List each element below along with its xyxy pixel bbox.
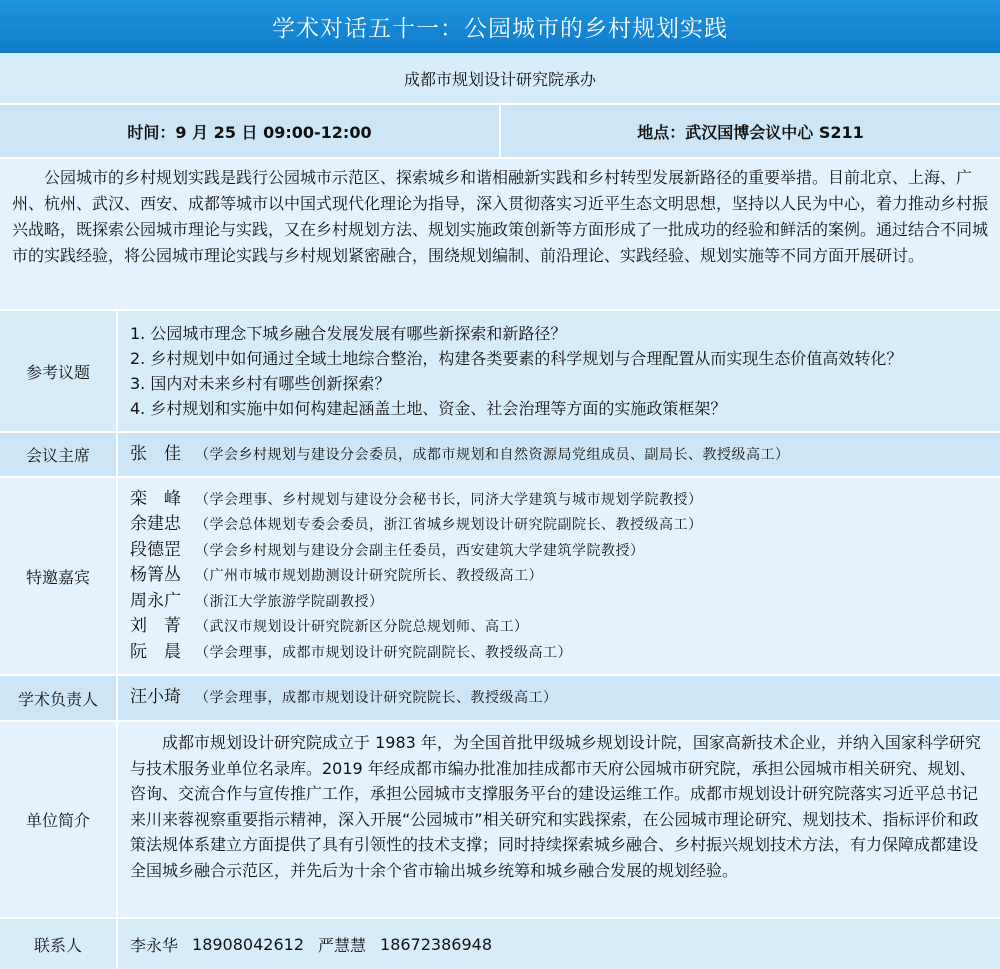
- topic-item: 2. 乡村规划中如何通过全域土地综合整治，构建各类要素的科学规划与合理配置从而实现生态价值高效转化？: [130, 349, 903, 368]
- guest-name: 周永广: [130, 590, 181, 611]
- unit-label: 单位简介: [0, 722, 118, 917]
- guest-entry: [130, 487, 990, 513]
- academic-entry: [130, 685, 990, 711]
- topic-item: 1. 公园城市理念下城乡融合发展发展有哪些新探索和新路径？: [130, 324, 567, 343]
- guest-name: 杨箐丛: [130, 565, 181, 586]
- guest-name: 阮 晨: [130, 641, 181, 662]
- academic-name: 汪小琦: [130, 687, 181, 708]
- time-place-row: [0, 105, 1000, 159]
- topic-item: 4. 乡村规划和实施中如何构建起涵盖土地、资金、社会治理等方面的实施政策框架？: [130, 399, 727, 418]
- guest-name: 栾 峰: [130, 488, 181, 509]
- chair-label: 会议主席: [0, 433, 118, 476]
- academic-lead-row: [0, 676, 1000, 722]
- time: 时间：9 月 25 日 09:00-12:00: [127, 122, 372, 142]
- guest-name: 刘 菁: [130, 616, 181, 637]
- contact-name: 李永华: [130, 935, 179, 955]
- guest-entry: [130, 538, 990, 564]
- unit-text: 成都市规划设计研究院成立于 1983 年，为全国首批甲级城乡规划设计院，国家高新技术企业，并纳入国家科学研究与技术服务业单位名录库。2019 年经成都市编办批准加挂成都市天府公园城市研究院，承担公园城市相关研究、规划、咨询、交流合作与宣传推广工作，承担公园城市支撑服务平台的建设运维工作。成都市规划设计研究院落实习近平总书记来川来蓉视察重要指示精神，深入开展“公园城市”相关研究和实践探索，在公园城市理论研究、规划技术、指标评价和政策法规体系建立方面提供了具有引领性的技术支撑；同时持续探索城乡融合、乡村振兴规划技术方法，有力保障成都建设全国城乡融合示范区，并先后为十余个省市输出城乡统筹和城乡融合发展的规划经验。: [130, 733, 981, 880]
- organizer-row: [0, 53, 1000, 105]
- guest-desc: （学会乡村规划与建设分会副主任委员，西安建筑大学建筑学院教授）: [195, 542, 645, 559]
- topics-list: [118, 311, 1000, 431]
- chair-entry: [130, 442, 990, 468]
- guest-entry: [130, 589, 990, 615]
- guest-desc: （学会理事、乡村规划与建设分会秘书长，同济大学建筑与城市规划学院教授）: [195, 491, 703, 508]
- topics-row: [0, 311, 1000, 433]
- guest-name: 余建忠: [130, 514, 181, 535]
- contact-name: 严慧慧: [318, 935, 367, 955]
- guest-entry: [130, 614, 990, 640]
- guest-entry: [130, 512, 990, 538]
- contact-phone: 18908042612: [192, 934, 304, 954]
- page-title: 学术对话五十一：公园城市的乡村规划实践: [0, 0, 1000, 53]
- guest-entry: [130, 640, 990, 666]
- intro-paragraph: 公园城市的乡村规划实践是践行公园城市示范区、探索城乡和谐相融新实践和乡村转型发展新路径的重要举措。目前北京、上海、广州、杭州、武汉、西安、成都等城市以中国式现代化理论为指导，深入贯彻落实习近平生态文明思想，坚持以人民为中心，着力推动乡村振兴战略，既探索公园城市理论与实践，又在乡村规划方法、规划实施政策创新等方面形成了一批成功的经验和鲜活的案例。通过结合不同城市的实践经验，将公园城市理论实践与乡村规划紧密融合，围绕规划编制、前沿理论、实践经验、规划实施等不同方面开展研讨。: [0, 159, 1000, 311]
- topics-label: 参考议题: [0, 311, 118, 431]
- guest-desc: （武汉市规划设计研究院新区分院总规划师、高工）: [195, 619, 529, 636]
- guest-desc: （学会理事，成都市规划设计研究院副院长、教授级高工）: [195, 644, 572, 661]
- organizer: 成都市规划设计研究院承办: [403, 69, 596, 89]
- guest-desc: （学会总体规划专委会委员，浙江省城乡规划设计研究院副院长、教授级高工）: [195, 517, 703, 534]
- chair-row: [0, 433, 1000, 478]
- academic-desc: （学会理事，成都市规划设计研究院院长、教授级高工）: [195, 690, 558, 707]
- guests-list: [118, 478, 1000, 674]
- chair-desc: （学会乡村规划与建设分会委员，成都市规划和自然资源局党组成员、副局长、教授级高工）: [195, 446, 790, 463]
- topic-item: 3. 国内对未来乡村有哪些创新探索？: [130, 374, 391, 393]
- contact-label: 联系人: [0, 919, 118, 969]
- chair-name: 张 佳: [130, 443, 181, 464]
- contact-list: [118, 919, 1000, 969]
- guest-desc: （浙江大学旅游学院副教授）: [195, 593, 384, 610]
- place: 地点：武汉国博会议中心 S211: [499, 105, 1000, 157]
- guest-entry: [130, 563, 990, 589]
- academic-label: 学术负责人: [0, 676, 118, 720]
- guest-name: 段德罡: [130, 539, 181, 560]
- unit-intro-row: [0, 722, 1000, 919]
- guests-row: [0, 478, 1000, 676]
- contact-row: [0, 919, 1000, 969]
- guest-desc: （广州市城市规划勘测设计研究院所长、教授级高工）: [195, 568, 543, 585]
- guests-label: 特邀嘉宾: [0, 478, 118, 674]
- contact-phone: 18672386948: [380, 934, 492, 954]
